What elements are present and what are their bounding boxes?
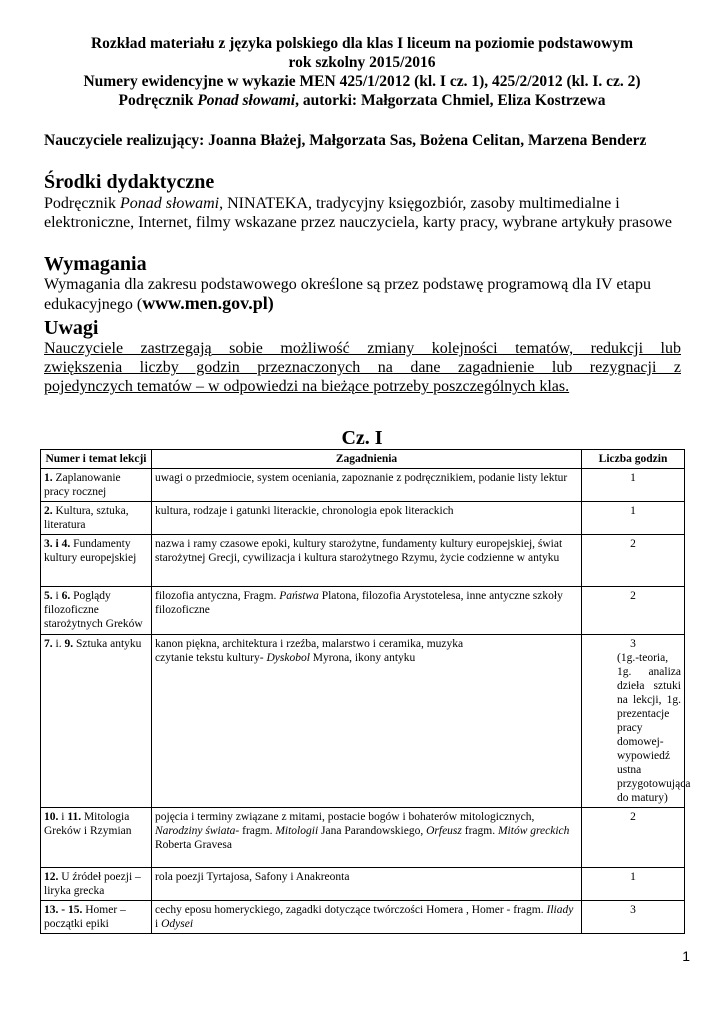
issues-text: fragm.	[461, 825, 498, 837]
lesson-title: Sztuka antyku	[73, 638, 142, 650]
issues-work-title: Dyskobol	[266, 652, 310, 664]
issues-work-title: Iliady	[546, 904, 574, 916]
lesson-topic	[41, 808, 152, 868]
issues-text: Myrona, ikony antyku	[309, 652, 416, 664]
issues-work-title: Państwa	[279, 590, 319, 602]
srodki-title: Ponad słowami	[119, 195, 220, 212]
page-number: 1	[682, 948, 690, 964]
lesson-title: U źródeł poezji – liryka grecka	[44, 871, 141, 897]
lesson-number: 2.	[44, 505, 53, 517]
hours-note: (1g.-teoria, 1g. analiza dzieła sztuki na lekcji, 1g. prezentacje pracy domowej-wypowiedź ustna przygotowująca do matury)	[617, 652, 691, 804]
lesson-title: Kultura, sztuka, literatura	[44, 505, 129, 531]
header-title: Rozkład materiału z języka polskiego dla klas I liceum na poziomie podstawowym	[90, 35, 634, 52]
teachers-line: Nauczyciele realizujący: Joanna Błażej, Małgorzata Sas, Bożena Celitan, Marzena Benderz	[44, 132, 647, 149]
lesson-issues	[152, 587, 582, 635]
lesson-topic	[41, 469, 152, 502]
men-link[interactable]: www.men.gov.pl	[142, 293, 268, 313]
column-header-hours: Liczba godzin	[582, 450, 685, 469]
column-header-issues: Zagadnienia	[152, 450, 582, 469]
hours-value: 3	[630, 638, 636, 650]
issues-text: Jana Parandowskiego,	[318, 825, 427, 837]
lesson-topic	[41, 901, 152, 934]
uwagi-heading: Uwagi	[44, 317, 99, 339]
lesson-issues: nazwa i ramy czasowe epoki, kultury starożytne, fundamenty kultury europejskiej, świat starożytnej Grecji, cywilizacja i kultura starożytnego Rzymu, życie codzienne w antyku	[152, 535, 582, 587]
table-row	[41, 808, 685, 868]
lesson-number-sep: i	[58, 811, 68, 823]
lesson-hours: 3	[582, 901, 685, 934]
part-title: Cz. I	[341, 427, 383, 449]
wymagania-text	[44, 275, 684, 314]
header-textbook	[40, 91, 684, 110]
lesson-issues	[152, 808, 582, 868]
lesson-number: 6.	[61, 590, 71, 602]
header-textbook-title: Ponad słowami	[197, 92, 296, 109]
header-textbook-prefix: Podręcznik	[118, 92, 198, 109]
lesson-number: 7.	[44, 638, 53, 650]
lesson-number: 10.	[44, 811, 59, 823]
srodki-prefix: Podręcznik	[44, 195, 120, 212]
column-header-topic: Numer i temat lekcji	[41, 450, 152, 469]
srodki-heading: Środki dydaktyczne	[44, 171, 215, 193]
lesson-topic	[41, 587, 152, 635]
lesson-issues	[152, 901, 582, 934]
lesson-issues: kultura, rodzaje i gatunki literackie, chronologia epok literackich	[152, 502, 582, 535]
lesson-topic	[41, 635, 152, 808]
lesson-topic	[41, 868, 152, 901]
lesson-number: 5.	[44, 590, 53, 602]
lesson-title: Poglądy filozoficzne starożytnych Greków	[44, 590, 143, 630]
lesson-number-sep: i.	[52, 638, 65, 650]
table-row	[41, 535, 685, 587]
header-registry-numbers: Numery ewidencyjne w wykazie MEN 425/1/2012 (kl. I cz. 1), 425/2/2012 (kl. I. cz. 2)	[83, 73, 641, 90]
table-row	[41, 469, 685, 502]
lesson-number: 13. - 15.	[44, 904, 83, 916]
table-header-row	[41, 450, 685, 469]
issues-text: i	[155, 918, 162, 930]
uwagi-line: Nauczyciele zastrzegają sobie możliwość zmiany kolejności tematów, redukcji lub	[44, 340, 681, 357]
lesson-title: Mitologia Greków i Rzymian	[44, 811, 132, 837]
lesson-issues: rola poezji Tyrtajosa, Safony i Anakreonta	[152, 868, 582, 901]
wymagania-close: )	[267, 293, 274, 313]
issues-work-title: Orfeusz	[426, 825, 462, 837]
uwagi-line: pojedynczych tematów – w odpowiedzi na bieżące potrzeby poszczególnych klas.	[44, 378, 570, 395]
lesson-number: 12.	[44, 871, 59, 883]
issues-work-title: Odysei	[161, 918, 194, 930]
lesson-issues	[152, 635, 582, 808]
lesson-hours: 2	[582, 535, 685, 587]
wymagania-heading: Wymagania	[44, 253, 147, 275]
header-textbook-authors: , autorki: Małgorzata Chmiel, Eliza Kostrzewa	[295, 92, 606, 109]
issues-text: kanon piękna, architektura i rzeźba, malarstwo i ceramika, muzyka	[155, 638, 464, 650]
header-school-year: rok szkolny 2015/2016	[288, 54, 436, 71]
lesson-topic	[41, 502, 152, 535]
lesson-title: Homer – początki epiki	[44, 904, 126, 930]
lesson-number-sep: i	[52, 590, 62, 602]
srodki-text	[44, 194, 684, 232]
issues-text: - fragm.	[235, 825, 276, 837]
lesson-table	[40, 449, 691, 934]
lesson-hours: 2	[582, 587, 685, 635]
issues-text: filozofia antyczna, Fragm.	[155, 590, 280, 602]
table-row	[41, 868, 685, 901]
issues-work-title: Mitów greckich	[497, 825, 570, 837]
lesson-number: 9.	[64, 638, 74, 650]
table-row	[41, 635, 685, 808]
lesson-hours: 1	[582, 469, 685, 502]
uwagi-text	[44, 339, 681, 396]
lesson-title: Fundamenty kultury europejskiej	[44, 538, 137, 564]
issues-text: cechy eposu homeryckiego, zagadki dotyczące twórczości Homera , Homer - fragm.	[155, 904, 547, 916]
document-header	[40, 34, 684, 110]
table-row	[41, 901, 685, 934]
table-row	[41, 502, 685, 535]
issues-text: czytanie tekstu kultury-	[155, 652, 267, 664]
lesson-hours: 1	[582, 868, 685, 901]
uwagi-line: zwiększenia liczby godzin przeznaczonych na dane zagadnienie lub rezygnacji z	[44, 359, 681, 376]
lesson-number: 11.	[67, 811, 82, 823]
issues-text: Platona, filozofia Arystotelesa, inne antyczne szkoły filozoficzne	[155, 590, 563, 616]
lesson-hours: 1	[582, 502, 685, 535]
lesson-title: Zaplanowanie pracy rocznej	[44, 472, 121, 498]
lesson-hours: 2	[582, 808, 685, 868]
lesson-hours	[582, 635, 691, 808]
lesson-issues: uwagi o przedmiocie, system oceniania, zapoznanie z podręcznikiem, podanie listy lektur	[152, 469, 582, 502]
table-row	[41, 587, 685, 635]
wymagania-body: Wymagania dla zakresu podstawowego określone są przez podstawę programową dla IV etapu edukacyjnego (	[44, 276, 651, 313]
issues-text: pojęcia i terminy związane z mitami, postacie bogów i bohaterów mitologicznych,	[155, 811, 535, 823]
issues-work-title: Mitologii	[275, 825, 319, 837]
lesson-number: 1.	[44, 472, 53, 484]
issues-work-title: Narodziny świata	[155, 825, 236, 837]
srodki-rest: , NINATEKA, tradycyjny księgozbiór, zasoby multimedialne i elektroniczne, Internet, filmy wskazane przez nauczyciela, karty pracy, wybrane artykuły prasowe	[44, 195, 672, 231]
lesson-topic	[41, 535, 152, 587]
issues-text: Roberta Gravesa	[155, 839, 232, 851]
lesson-number: 3. i 4.	[44, 538, 71, 550]
